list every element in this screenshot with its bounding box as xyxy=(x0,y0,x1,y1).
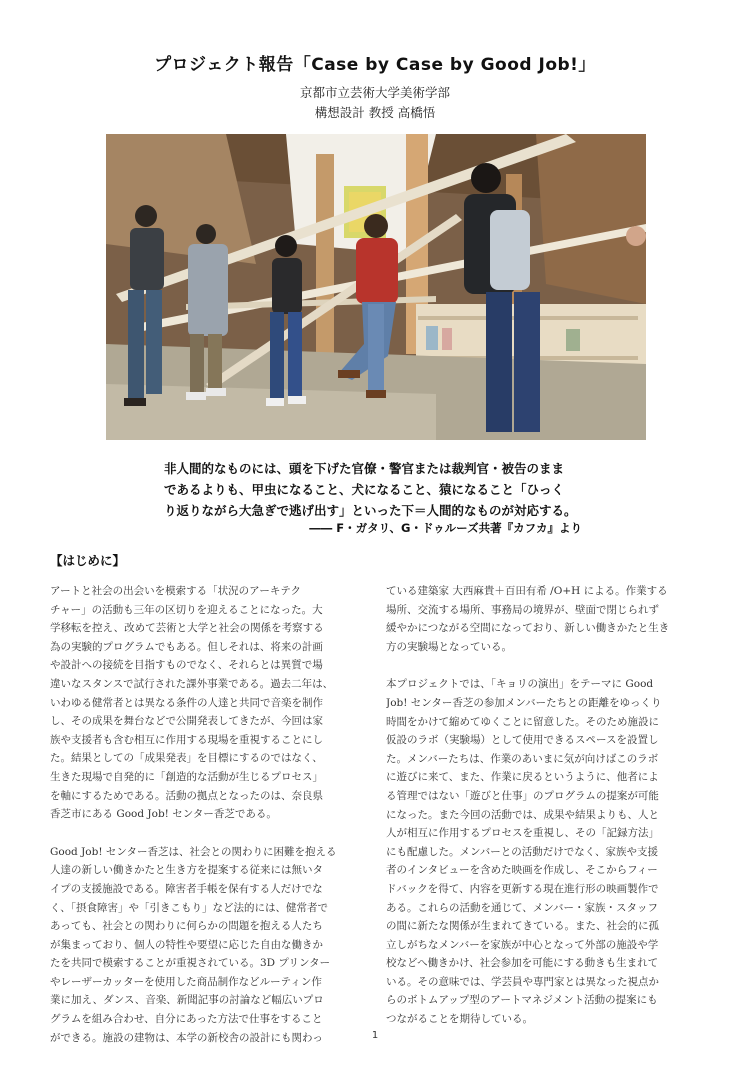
affiliation: 京都市立芸術大学美術学部 xyxy=(299,85,450,100)
page-number: 1 xyxy=(371,1030,379,1041)
text-line: アートと社会の出会いを模索する「状況のアーキテク xyxy=(50,585,301,597)
text-line: Job! センター香芝の参加メンバーたちとの距離をゆっくり xyxy=(386,696,662,709)
author-line: 構想設計 教授 高橋悟 xyxy=(314,105,436,120)
text-line: 本プロジェクトでは、「キョリの演出」をテーマに Good xyxy=(386,678,654,691)
epigraph-quote xyxy=(164,458,594,521)
text-line: Good Job! センター香芝は、社会との関わりに困難を抱える xyxy=(50,845,337,858)
quote-line: 非人間的なものには、頭を下げた官僚・警官または裁判官・被告のまま xyxy=(164,461,565,476)
text-line: 方の実験場となっている。 xyxy=(386,640,512,653)
text-line: いる。その意味では、学芸員や専門家とは異なった視点か xyxy=(386,975,659,988)
text-line: や設計への接続を目指すものでなく、それらとは異質で場 xyxy=(50,659,323,672)
text-line: 者のインタビューを含めた映画を作成し、そこからフィー xyxy=(386,864,658,877)
text-line: ドバックを得て、内容を更新する現在進行形の映画製作で xyxy=(386,882,659,895)
text-line: あっても、社会との関わりに何らかの問題を抱える人たち xyxy=(50,920,323,933)
quote-line: であるよりも、甲虫になること、犬になること、猿になること「ひっく xyxy=(164,482,565,497)
text-line: 場所、交流する場所、事務局の境界が、壁面で閉じられず xyxy=(386,603,659,616)
text-line: たを共同で模索することが重視されている。3D プリンター xyxy=(50,957,331,970)
text-line: 為の実験的プログラムでもある。但しそれは、将来の計画 xyxy=(50,640,323,653)
text-line: 時間をかけて縮めてゆくことに留意した。そのため施設に xyxy=(386,715,659,728)
text-line: チャー」の活動も三年の区切りを迎えることになった。大 xyxy=(50,603,323,616)
left-column xyxy=(50,582,368,1066)
text-line: ができる。施設の建物は、本学の新校舎の設計にも関わっ xyxy=(50,1031,323,1044)
paragraph xyxy=(50,843,368,1048)
text-line: やレーザーカッターを使用した商品制作などルーティン作 xyxy=(50,975,322,988)
text-line: る管理ではない「遊びと仕事」のプログラムの提案が可能 xyxy=(386,789,659,802)
paragraph xyxy=(386,675,704,1028)
text-line: を軸にするためである。活動の拠点となったのは、奈良県 xyxy=(50,789,323,802)
text-line: く、「摂食障害」や「引きこもり」など法的には、健常者で xyxy=(50,901,329,914)
text-line: 香芝市にある Good Job! センター香芝である。 xyxy=(50,808,277,821)
text-line: に遊びに来て、また、作業に戻るというように、他者によ xyxy=(386,771,659,784)
text-line: 校などへ働きかけ、社会参加を可能にする動きも生まれて xyxy=(386,957,659,970)
text-line: た。結果としての「成果発表」を目標にするのではなく、 xyxy=(50,752,323,765)
text-line: し、その成果を舞台などで公開発表してきたが、今回は家 xyxy=(50,715,323,728)
text-line: いわゆる健常者とは異なる条件の人達と共同で音楽を制作 xyxy=(50,696,323,709)
quote-line: り返りながら大急ぎで逃げ出す」といった下＝人間的なものが対応する。 xyxy=(164,503,577,518)
text-line: になった。また今回の活動では、成果や結果よりも、人と xyxy=(386,808,659,821)
text-line: の間に新たな関係が生まれてきている。また、社会的に孤 xyxy=(386,920,659,933)
paragraph xyxy=(50,582,368,824)
text-line: イプの支援施設である。障害者手帳を保有する人だけでな xyxy=(50,882,323,895)
text-line: ある。これらの活動を通じて、メンバー・家族・スタッフ xyxy=(386,901,659,914)
text-line: 人達の新しい働きかたと生き方を提案する従来には無いタ xyxy=(50,864,323,877)
right-column xyxy=(386,582,704,1048)
text-line: 違いなスタンスで試行された課外事業である。過去二年は、 xyxy=(50,677,334,690)
text-line: 業に加え、ダンス、音楽、新聞記事の討論など幅広いプロ xyxy=(50,994,324,1007)
text-line: た。メンバーたちは、作業のあいまに気が向けばこのラボ xyxy=(386,752,659,765)
text-line: ている建築家 大西麻貴＋百田有希 /O+H による。作業する xyxy=(386,585,668,597)
text-line: 仮設のラボ（実験場）として使用できるスペースを設置し xyxy=(386,734,659,747)
quote-attribution: ―― F・ガタリ、G・ドゥルーズ共著『カフカ』より xyxy=(309,521,582,535)
text-line: 学移転を控え、改めて芸術と大学と社会の関係を考察する xyxy=(50,622,324,635)
workshop-photo xyxy=(106,134,646,440)
document-title: プロジェクト報告「Case by Case by Good Job!」 xyxy=(154,55,596,75)
section-heading: 【はじめに】 xyxy=(50,553,126,568)
text-line: にも配慮した。メンバーとの活動だけでなく、家族や支援 xyxy=(386,845,659,858)
text-line: グラムを組み合わせ、自分にあった方法で仕事をすること xyxy=(50,1013,323,1026)
text-line: 人が相互に作用するプロセスを重視し、その「記録方法」 xyxy=(386,827,659,840)
text-line: 族や支援者も含む相互に作用する現場を重視することにし xyxy=(50,733,323,746)
text-line: らのボトムアップ型のアートマネジメント活動の提案にも xyxy=(386,994,658,1007)
text-line: 立しがちなメンバーを家族が中心となって外部の施設や学 xyxy=(386,938,659,951)
text-line: が集まっており、個人の特性や要望に応じた自由な働きか xyxy=(50,938,323,951)
text-line: 緩やかにつながる空間になっており、新しい働きかたと生き xyxy=(386,622,670,635)
text-line: つながることを期待している。 xyxy=(386,1013,533,1026)
paragraph xyxy=(386,582,704,656)
text-line: 生きた現場で自発的に「創造的な活動が生じるプロセス」 xyxy=(50,770,323,783)
